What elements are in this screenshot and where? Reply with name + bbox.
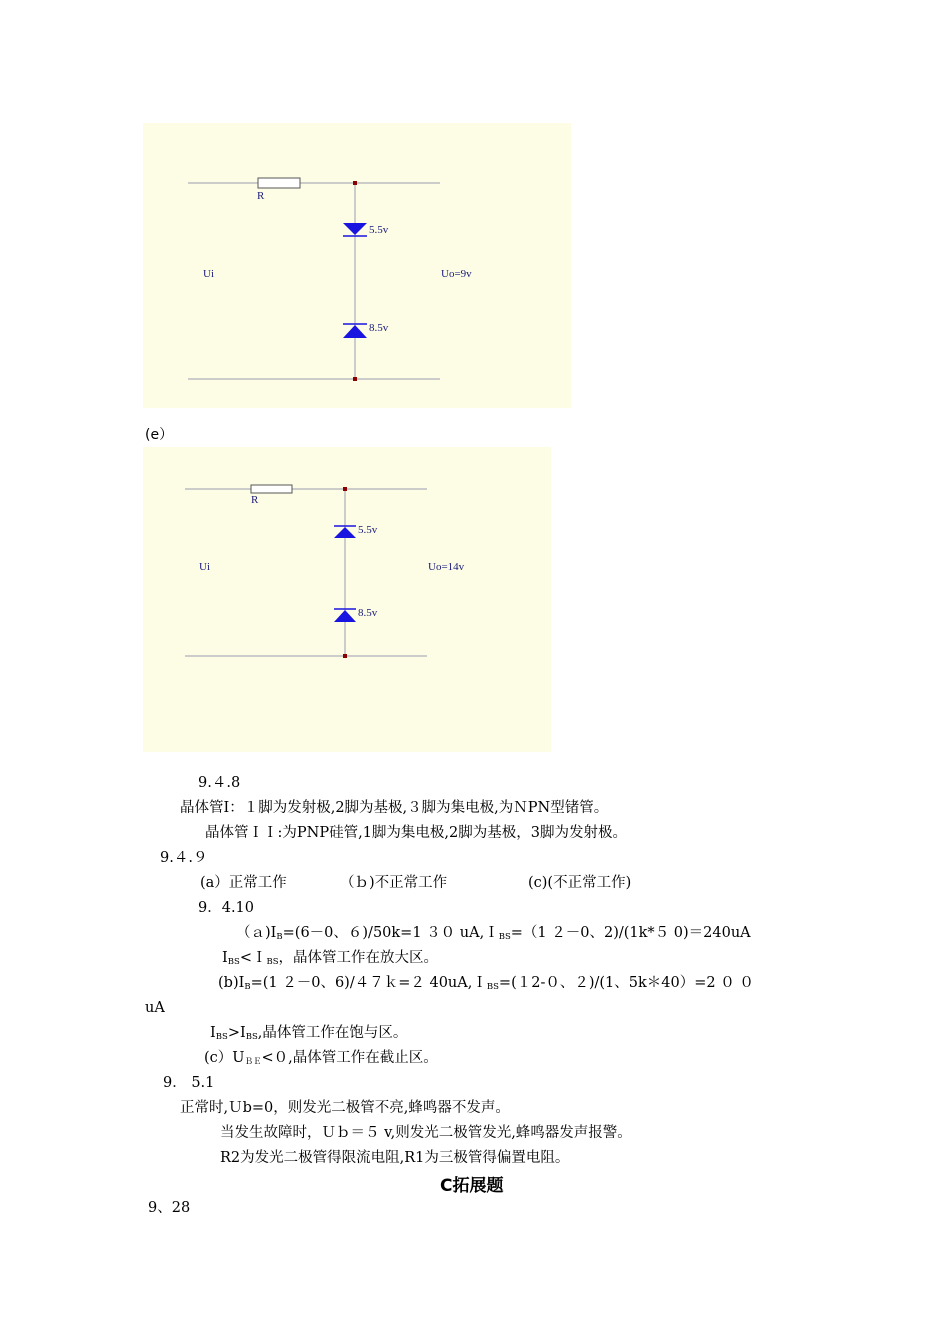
transistor-1-text: 晶体管Ⅰ：１脚为发射极,2脚为基极,３脚为集电极,为ＮPN型锗管。 <box>180 800 609 816</box>
result-b: $I_{BS}>I_{BS}$,晶体管工作在饱与区。 <box>210 1025 408 1042</box>
zener-diode-1 <box>343 223 367 235</box>
result-a: $I_{BS}<I_{BS}$，晶体管工作在放大区。 <box>222 950 439 967</box>
circuit-figure-1 <box>143 123 571 408</box>
resistor-role-text: R2为发光二极管得限流电阻,R1为三极管得偏置电阻。 <box>220 1150 570 1166</box>
output-voltage-label: Uo=9v <box>441 268 472 280</box>
result-c: $(c)U_{BE}<0$,晶体管工作在截止区。 <box>204 1050 438 1067</box>
transistor-2-text: 晶体管ＩＩ:为PNP硅管,1脚为集电极,2脚为基极，3脚为发射极。 <box>205 825 627 841</box>
zener-diode-1 <box>334 527 356 538</box>
resistor-label: R <box>251 494 259 506</box>
zener-diode-2 <box>343 325 367 338</box>
section-heading: C拓展题 <box>440 1176 504 1196</box>
resistor-label: R <box>257 190 265 202</box>
zener-1-label: 5.5v <box>358 524 378 536</box>
output-voltage-label: Uo=14v <box>428 561 465 573</box>
input-voltage-label: Ui <box>203 268 214 280</box>
answer-b: （ｂ)不正常工作 <box>340 875 448 891</box>
node-top <box>353 181 357 185</box>
input-voltage-label: Ui <box>199 561 210 573</box>
zener-diode-2 <box>334 610 356 622</box>
problem-9-4-10: 9．4.10 <box>198 900 255 916</box>
figure-caption-e: (e） <box>145 427 174 443</box>
normal-state-text: 正常时,Ｕb=0，则发光二极管不亮,蜂鸣器不发声。 <box>180 1100 510 1116</box>
zener-2-label: 8.5v <box>358 607 378 619</box>
resistor <box>258 178 300 188</box>
problem-9-4-9: 9.４.９ <box>160 850 208 866</box>
node-bottom <box>343 654 347 658</box>
node-top <box>343 487 347 491</box>
zener-1-label: 5.5v <box>369 224 389 236</box>
problem-9-5-1: 9． 5.1 <box>163 1075 215 1091</box>
calc-a: $(a)I_B=(6-0$、６)/50k=1 ３０ uA,Ｉ$_{BS}$=（1 ２－0、2)/(1k*５ 0)＝240uA <box>236 925 751 942</box>
calc-b: $(b)I_B=(1$ ２－0、6)/４７ｋ=２ 40uA,Ｉ$_{BS}$=(１2-０、２)/(1、5k＊40）=2 ０ ０ <box>218 975 754 992</box>
resistor <box>251 485 292 493</box>
node-bottom <box>353 377 357 381</box>
problem-9-28: 9、28 <box>148 1200 191 1216</box>
circuit-diagram-2 <box>143 447 551 752</box>
fault-state-text: 当发生故障时，Ｕｂ＝５ v,则发光二极管发光,蜂鸣器发声报警。 <box>220 1125 632 1141</box>
circuit-figure-2 <box>143 447 551 752</box>
zener-2-label: 8.5v <box>369 322 389 334</box>
calc-b-unit: uA <box>145 1000 165 1016</box>
answer-a: (a）正常工作 <box>200 875 287 891</box>
problem-9-4-8: 9.４.8 <box>198 775 241 791</box>
answer-c: (c)(不正常工作) <box>528 875 632 891</box>
circuit-diagram-1 <box>143 123 571 408</box>
